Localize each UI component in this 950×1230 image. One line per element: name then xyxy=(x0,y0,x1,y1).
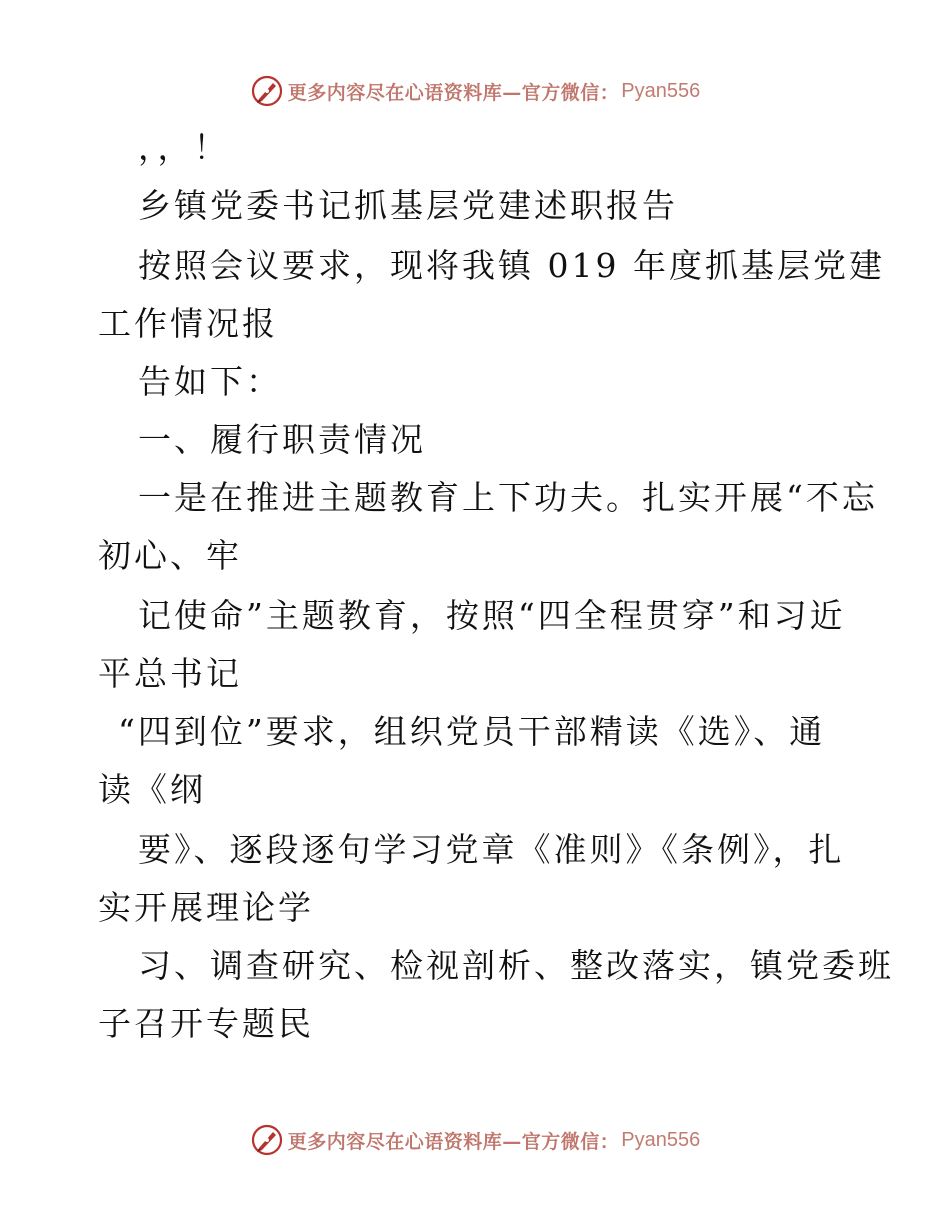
text-line: 实开展理论学 xyxy=(98,888,314,927)
text-line: 习、调查研究、检视剖析、整改落实，镇党委班 xyxy=(138,946,894,985)
pen-logo-icon xyxy=(250,74,284,108)
text-line: 子召开专题民 xyxy=(98,1004,314,1043)
pen-logo-icon xyxy=(250,1123,284,1157)
document-title: 乡镇党委书记抓基层党建述职报告 xyxy=(138,186,678,225)
banner-wechat-id: Pyan556 xyxy=(621,1128,701,1151)
banner-wechat-id: Pyan556 xyxy=(621,79,701,102)
section-heading: 一、履行职责情况 xyxy=(138,420,426,459)
text-line: 初心、牢 xyxy=(98,536,242,575)
footer-banner xyxy=(0,1118,950,1162)
text-line: 平总书记 xyxy=(98,654,242,693)
text-line: 记使命”主题教育，按照“四全程贯穿”和习近 xyxy=(138,596,846,635)
banner-text: 更多内容尽在心语资料库—官方微信： xyxy=(287,81,620,104)
text-line: 告如下： xyxy=(138,362,282,401)
text-line: 一是在推进主题教育上下功夫。扎实开展“不忘 xyxy=(138,478,878,517)
text-line: 按照会议要求，现将我镇 019 年度抓基层党建 xyxy=(138,246,885,285)
text-line: “四到位”要求，组织党员干部精读《选》、通 xyxy=(118,712,826,751)
text-line: 要》、逐段逐句学习党章《准则》《条例》，扎 xyxy=(138,830,845,869)
text-line: 读《纲 xyxy=(98,770,206,809)
text-line: 工作情况报 xyxy=(98,304,278,343)
banner-text: 更多内容尽在心语资料库—官方微信： xyxy=(287,1130,620,1153)
header-banner xyxy=(0,69,950,113)
text-line: ，，！ xyxy=(138,128,230,167)
